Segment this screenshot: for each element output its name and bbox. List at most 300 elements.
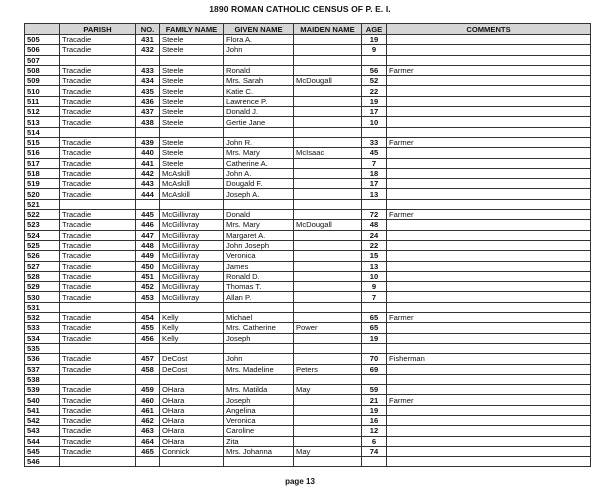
given-name-cell: Joseph [224, 395, 294, 405]
family-name-cell: Steele [160, 35, 224, 45]
given-name-cell: John A. [224, 168, 294, 178]
family-name-cell: Steele [160, 76, 224, 86]
given-name-cell: Veronica [224, 415, 294, 425]
maiden-name-cell: May [294, 385, 362, 395]
census-no-cell: 445 [136, 210, 160, 220]
age-cell: 19 [362, 96, 387, 106]
given-name-cell [224, 302, 294, 312]
maiden-name-cell [294, 436, 362, 446]
age-cell: 10 [362, 117, 387, 127]
given-name-cell: Zita [224, 436, 294, 446]
family-name-cell: Kelly [160, 313, 224, 323]
parish-cell: Tracadie [60, 415, 136, 425]
maiden-name-cell [294, 96, 362, 106]
row-number-cell: 534 [25, 333, 60, 343]
parish-cell: Tracadie [60, 65, 136, 75]
maiden-name-cell [294, 405, 362, 415]
age-cell [362, 343, 387, 353]
comments-cell [387, 117, 591, 127]
census-no-cell: 453 [136, 292, 160, 302]
family-name-cell: Kelly [160, 323, 224, 333]
family-name-cell [160, 55, 224, 65]
parish-cell: Tracadie [60, 148, 136, 158]
comments-cell: Farmer [387, 65, 591, 75]
family-name-cell: McGillivray [160, 240, 224, 250]
given-name-cell: Donald J. [224, 107, 294, 117]
row-number-cell: 527 [25, 261, 60, 271]
row-number-cell: 518 [25, 168, 60, 178]
census-no-cell: 450 [136, 261, 160, 271]
census-no-cell [136, 457, 160, 467]
census-no-cell: 438 [136, 117, 160, 127]
row-number-cell: 539 [25, 385, 60, 395]
given-name-cell: Ronald [224, 65, 294, 75]
table-row [25, 189, 591, 199]
age-cell: 65 [362, 313, 387, 323]
table-row [25, 199, 591, 209]
table-row [25, 55, 591, 65]
family-name-cell: Steele [160, 158, 224, 168]
age-cell: 19 [362, 35, 387, 45]
age-cell: 10 [362, 271, 387, 281]
table-row [25, 364, 591, 374]
census-no-cell: 434 [136, 76, 160, 86]
column-header-maiden-name: MAIDEN NAME [294, 24, 362, 35]
row-number-cell: 515 [25, 137, 60, 147]
age-cell: 24 [362, 230, 387, 240]
maiden-name-cell: McDougall [294, 220, 362, 230]
row-number-cell: 538 [25, 374, 60, 384]
comments-cell: Farmer [387, 210, 591, 220]
given-name-cell: James [224, 261, 294, 271]
census-table-body [25, 35, 591, 467]
family-name-cell: McAskill [160, 189, 224, 199]
row-number-cell: 511 [25, 96, 60, 106]
comments-cell [387, 148, 591, 158]
table-row [25, 168, 591, 178]
parish-cell: Tracadie [60, 313, 136, 323]
given-name-cell: Caroline [224, 426, 294, 436]
age-cell: 7 [362, 292, 387, 302]
parish-cell: Tracadie [60, 323, 136, 333]
column-header-comments: COMMENTS [387, 24, 591, 35]
age-cell: 48 [362, 220, 387, 230]
given-name-cell: Allan P. [224, 292, 294, 302]
age-cell: 19 [362, 333, 387, 343]
document-title: 1890 ROMAN CATHOLIC CENSUS OF P. E. I. [209, 4, 391, 14]
comments-cell [387, 127, 591, 137]
family-name-cell [160, 302, 224, 312]
maiden-name-cell: Power [294, 323, 362, 333]
given-name-cell: John R. [224, 137, 294, 147]
parish-cell: Tracadie [60, 179, 136, 189]
age-cell: 17 [362, 179, 387, 189]
table-row [25, 65, 591, 75]
age-cell: 21 [362, 395, 387, 405]
given-name-cell: Gertie Jane [224, 117, 294, 127]
parish-cell: Tracadie [60, 45, 136, 55]
maiden-name-cell [294, 189, 362, 199]
maiden-name-cell [294, 261, 362, 271]
age-cell [362, 127, 387, 137]
given-name-cell: Mrs. Johanna [224, 446, 294, 456]
given-name-cell: Mrs. Catherine [224, 323, 294, 333]
parish-cell: Tracadie [60, 354, 136, 364]
comments-cell [387, 282, 591, 292]
table-row [25, 45, 591, 55]
family-name-cell [160, 199, 224, 209]
parish-cell [60, 343, 136, 353]
family-name-cell: McGillivray [160, 261, 224, 271]
age-cell: 19 [362, 405, 387, 415]
table-row [25, 282, 591, 292]
comments-cell: Farmer [387, 313, 591, 323]
given-name-cell: Michael [224, 313, 294, 323]
parish-cell: Tracadie [60, 292, 136, 302]
row-number-cell: 523 [25, 220, 60, 230]
parish-cell [60, 127, 136, 137]
table-row [25, 374, 591, 384]
census-no-cell: 446 [136, 220, 160, 230]
family-name-cell: DeCost [160, 364, 224, 374]
row-number-cell: 533 [25, 323, 60, 333]
comments-cell [387, 446, 591, 456]
census-no-cell: 437 [136, 107, 160, 117]
maiden-name-cell [294, 86, 362, 96]
table-row [25, 127, 591, 137]
table-row [25, 385, 591, 395]
comments-cell [387, 426, 591, 436]
maiden-name-cell [294, 137, 362, 147]
age-cell [362, 55, 387, 65]
age-cell: 52 [362, 76, 387, 86]
maiden-name-cell [294, 230, 362, 240]
census-no-cell: 465 [136, 446, 160, 456]
age-cell: 13 [362, 261, 387, 271]
parish-cell: Tracadie [60, 364, 136, 374]
parish-cell: Tracadie [60, 261, 136, 271]
row-number-cell: 532 [25, 313, 60, 323]
page-number: page 13 [285, 477, 315, 486]
family-name-cell: Steele [160, 137, 224, 147]
family-name-cell: McGillivray [160, 271, 224, 281]
comments-cell [387, 374, 591, 384]
parish-cell: Tracadie [60, 385, 136, 395]
given-name-cell: Donald [224, 210, 294, 220]
census-no-cell: 433 [136, 65, 160, 75]
parish-cell: Tracadie [60, 35, 136, 45]
table-row [25, 148, 591, 158]
family-name-cell: McGillivray [160, 292, 224, 302]
maiden-name-cell: Peters [294, 364, 362, 374]
parish-cell: Tracadie [60, 436, 136, 446]
maiden-name-cell [294, 199, 362, 209]
parish-cell: Tracadie [60, 76, 136, 86]
maiden-name-cell [294, 127, 362, 137]
given-name-cell: Lawrence P. [224, 96, 294, 106]
maiden-name-cell [294, 158, 362, 168]
census-no-cell: 460 [136, 395, 160, 405]
census-no-cell: 457 [136, 354, 160, 364]
row-number-cell: 541 [25, 405, 60, 415]
census-no-cell [136, 199, 160, 209]
parish-cell [60, 199, 136, 209]
age-cell: 18 [362, 168, 387, 178]
family-name-cell: McAskill [160, 168, 224, 178]
family-name-cell [160, 457, 224, 467]
age-cell: 33 [362, 137, 387, 147]
family-name-cell: Steele [160, 96, 224, 106]
given-name-cell: John [224, 45, 294, 55]
given-name-cell [224, 343, 294, 353]
row-number-cell: 510 [25, 86, 60, 96]
comments-cell [387, 220, 591, 230]
census-no-cell: 454 [136, 313, 160, 323]
age-cell: 9 [362, 45, 387, 55]
table-row [25, 354, 591, 364]
maiden-name-cell: May [294, 446, 362, 456]
table-row [25, 405, 591, 415]
maiden-name-cell [294, 333, 362, 343]
comments-cell [387, 457, 591, 467]
maiden-name-cell [294, 415, 362, 425]
parish-cell: Tracadie [60, 158, 136, 168]
parish-cell: Tracadie [60, 230, 136, 240]
age-cell: 69 [362, 364, 387, 374]
column-header-row-number [25, 24, 60, 35]
parish-cell: Tracadie [60, 395, 136, 405]
family-name-cell: Steele [160, 65, 224, 75]
given-name-cell [224, 457, 294, 467]
age-cell: 22 [362, 86, 387, 96]
age-cell [362, 199, 387, 209]
table-row [25, 415, 591, 425]
maiden-name-cell [294, 374, 362, 384]
table-row [25, 107, 591, 117]
table-row [25, 426, 591, 436]
maiden-name-cell [294, 210, 362, 220]
maiden-name-cell [294, 168, 362, 178]
comments-cell [387, 261, 591, 271]
maiden-name-cell [294, 65, 362, 75]
comments-cell [387, 158, 591, 168]
age-cell: 22 [362, 240, 387, 250]
table-row [25, 457, 591, 467]
header-row [25, 24, 591, 35]
row-number-cell: 507 [25, 55, 60, 65]
age-cell: 12 [362, 426, 387, 436]
table-row [25, 158, 591, 168]
table-row [25, 117, 591, 127]
maiden-name-cell: McIsaac [294, 148, 362, 158]
comments-cell [387, 179, 591, 189]
given-name-cell: Mrs. Mary [224, 220, 294, 230]
table-row [25, 137, 591, 147]
maiden-name-cell [294, 302, 362, 312]
comments-cell [387, 405, 591, 415]
row-number-cell: 520 [25, 189, 60, 199]
parish-cell: Tracadie [60, 405, 136, 415]
row-number-cell: 513 [25, 117, 60, 127]
comments-cell [387, 45, 591, 55]
maiden-name-cell [294, 354, 362, 364]
census-no-cell: 452 [136, 282, 160, 292]
row-number-cell: 505 [25, 35, 60, 45]
row-number-cell: 512 [25, 107, 60, 117]
parish-cell: Tracadie [60, 426, 136, 436]
maiden-name-cell [294, 45, 362, 55]
row-number-cell: 546 [25, 457, 60, 467]
comments-cell [387, 251, 591, 261]
parish-cell: Tracadie [60, 168, 136, 178]
maiden-name-cell [294, 313, 362, 323]
family-name-cell: Kelly [160, 333, 224, 343]
parish-cell: Tracadie [60, 107, 136, 117]
table-row [25, 86, 591, 96]
census-no-cell: 464 [136, 436, 160, 446]
parish-cell [60, 302, 136, 312]
table-row [25, 230, 591, 240]
census-no-cell [136, 55, 160, 65]
table-row [25, 313, 591, 323]
row-number-cell: 529 [25, 282, 60, 292]
given-name-cell: Mrs. Madeline [224, 364, 294, 374]
row-number-cell: 522 [25, 210, 60, 220]
maiden-name-cell [294, 240, 362, 250]
table-row [25, 395, 591, 405]
given-name-cell: Joseph A. [224, 189, 294, 199]
given-name-cell: Mrs. Mary [224, 148, 294, 158]
comments-cell [387, 168, 591, 178]
comments-cell [387, 323, 591, 333]
parish-cell [60, 55, 136, 65]
row-number-cell: 542 [25, 415, 60, 425]
census-no-cell: 435 [136, 86, 160, 96]
maiden-name-cell: McDougall [294, 76, 362, 86]
maiden-name-cell [294, 35, 362, 45]
age-cell: 9 [362, 282, 387, 292]
family-name-cell: McGillivray [160, 220, 224, 230]
row-number-cell: 521 [25, 199, 60, 209]
census-no-cell: 443 [136, 179, 160, 189]
given-name-cell [224, 374, 294, 384]
given-name-cell: Mrs. Matilda [224, 385, 294, 395]
comments-cell [387, 292, 591, 302]
age-cell: 56 [362, 65, 387, 75]
census-table [24, 23, 591, 467]
family-name-cell: Connick [160, 446, 224, 456]
family-name-cell: OHara [160, 385, 224, 395]
family-name-cell: OHara [160, 436, 224, 446]
comments-cell [387, 240, 591, 250]
row-number-cell: 537 [25, 364, 60, 374]
age-cell: 6 [362, 436, 387, 446]
comments-cell [387, 35, 591, 45]
census-no-cell: 456 [136, 333, 160, 343]
family-name-cell: Steele [160, 117, 224, 127]
census-no-cell: 442 [136, 168, 160, 178]
table-row [25, 333, 591, 343]
census-no-cell: 431 [136, 35, 160, 45]
column-header-parish: PARISH [60, 24, 136, 35]
comments-cell [387, 333, 591, 343]
row-number-cell: 535 [25, 343, 60, 353]
family-name-cell [160, 343, 224, 353]
family-name-cell: OHara [160, 426, 224, 436]
maiden-name-cell [294, 343, 362, 353]
table-row [25, 302, 591, 312]
comments-cell: Fisherman [387, 354, 591, 364]
census-no-cell: 462 [136, 415, 160, 425]
table-row [25, 343, 591, 353]
table-row [25, 446, 591, 456]
comments-cell [387, 107, 591, 117]
census-no-cell [136, 374, 160, 384]
row-number-cell: 525 [25, 240, 60, 250]
table-row [25, 323, 591, 333]
table-row [25, 210, 591, 220]
parish-cell: Tracadie [60, 333, 136, 343]
age-cell: 15 [362, 251, 387, 261]
column-header-age: AGE [362, 24, 387, 35]
family-name-cell: DeCost [160, 354, 224, 364]
table-row [25, 292, 591, 302]
parish-cell: Tracadie [60, 210, 136, 220]
age-cell: 74 [362, 446, 387, 456]
age-cell: 70 [362, 354, 387, 364]
row-number-cell: 514 [25, 127, 60, 137]
parish-cell [60, 457, 136, 467]
family-name-cell: McGillivray [160, 282, 224, 292]
given-name-cell: Flora A. [224, 35, 294, 45]
family-name-cell: McGillivray [160, 230, 224, 240]
given-name-cell [224, 55, 294, 65]
column-header-no: NO. [136, 24, 160, 35]
comments-cell [387, 271, 591, 281]
comments-cell [387, 415, 591, 425]
row-number-cell: 540 [25, 395, 60, 405]
family-name-cell: OHara [160, 405, 224, 415]
maiden-name-cell [294, 271, 362, 281]
family-name-cell: McAskill [160, 179, 224, 189]
parish-cell: Tracadie [60, 96, 136, 106]
row-number-cell: 536 [25, 354, 60, 364]
given-name-cell: Margaret A. [224, 230, 294, 240]
maiden-name-cell [294, 251, 362, 261]
row-number-cell: 517 [25, 158, 60, 168]
parish-cell: Tracadie [60, 271, 136, 281]
census-no-cell: 458 [136, 364, 160, 374]
family-name-cell [160, 127, 224, 137]
table-row [25, 35, 591, 45]
table-row [25, 220, 591, 230]
maiden-name-cell [294, 107, 362, 117]
comments-cell [387, 230, 591, 240]
row-number-cell: 545 [25, 446, 60, 456]
parish-cell [60, 374, 136, 384]
parish-cell: Tracadie [60, 137, 136, 147]
row-number-cell: 528 [25, 271, 60, 281]
table-row [25, 251, 591, 261]
table-row [25, 179, 591, 189]
family-name-cell: OHara [160, 395, 224, 405]
given-name-cell: John [224, 354, 294, 364]
given-name-cell: Angelina [224, 405, 294, 415]
given-name-cell: Mrs. Sarah [224, 76, 294, 86]
family-name-cell [160, 374, 224, 384]
age-cell [362, 457, 387, 467]
maiden-name-cell [294, 117, 362, 127]
